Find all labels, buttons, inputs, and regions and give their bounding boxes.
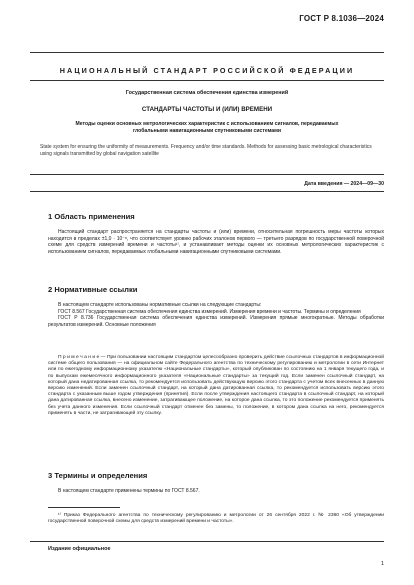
official-edition: Издание официальное: [48, 546, 111, 552]
main-title: СТАНДАРТЫ ЧАСТОТЫ И (ИЛИ) ВРЕМЕНИ: [141, 106, 273, 113]
section-3-text: В настоящем стандарте применены термины по ГОСТ 8.567.: [58, 488, 200, 494]
section-2-intro: В настоящем стандарте использованы нормативные ссылки на следующие стандарты:: [58, 302, 262, 308]
section-2-heading: 2 Нормативные ссылки: [48, 285, 138, 294]
subtitle: Методы оценки основных метрологических характеристик с использованием сигналов, передаваемых глобальными навигационными спутниковыми системами: [75, 121, 339, 134]
standard-title: НАЦИОНАЛЬНЫЙ СТАНДАРТ РОССИЙСКОЙ ФЕДЕРАЦИИ: [59, 66, 355, 75]
english-title: State system for ensuring the uniformity of measurements. Frequency and/or time standards. Methods for assessing basic metrological characteristics using signals transmitted by global navigation satellite: [40, 144, 372, 157]
section-1-heading: 1 Область применения: [48, 212, 135, 221]
section-1-text: Настоящий стандарт распространяется на стандарты частоты и (или) времени, относительная погрешность меры частоты которых находится в пределах ±1,0 · 10⁻⁸, что соответствует уровню рабочих эталонов первого — третьего разрядов по государственной поверочной схеме для средств измерений времени и частоты¹⁾, и устанавливает методы оценки их основных метрологических характеристик с использованием сигналов, передаваемых глобальными навигационными спутниковыми системами.: [48, 229, 384, 255]
section-3-heading: 3 Термины и определения: [48, 471, 148, 480]
date-of-introduction: Дата введения — 2024—09—30: [304, 181, 384, 187]
normative-reference-1: ГОСТ 8.567 Государственная система обеспечения единства измерений. Измерения времени и частоты. Термины и определения: [58, 308, 361, 315]
title-rule: [30, 174, 384, 175]
footnote: ¹⁾ Приказ Федерального агентства по техническому регулированию и метрологии от 26 сентября 2022 г. № 2360 «Об утверждении государственной поверочной схемы для средств измерений времени и частоты».: [48, 513, 384, 525]
system-title: Государственная система обеспечения единства измерений: [125, 90, 289, 96]
header-rule-bottom: [30, 80, 384, 81]
footer-rule: [30, 541, 384, 542]
header-rule-top: [30, 52, 384, 53]
section-2-note: П р и м е ч а н и е — При пользовании настоящим стандартом целесообразно проверить действие ссылочных стандартов в информационной системе общего пользования — на официальном сайте Федерального агентства по техническому регулированию и метрологии в сети Интернет или по ежегодному информационному указателю «Национальные стандарты», который опубликован по состоянию на 1 января текущего года, и по выпускам ежемесячного информационного указателя «Национальные стандарты» за текущий год. Если заменен ссылочный стандарт, на который дана недатированная ссылка, то рекомендуется использовать действующую версию этого стандарта с учетом всех внесенных в данную версию изменений. Если заменен ссылочный стандарт, на который дана датированная ссылка, то рекомендуется использовать версию этого стандарта с указанным выше годом утверждения (принятия). Если после утверждения настоящего стандарта в ссылочный стандарт, на который дана датированная ссылка, внесено изменение, затрагивающее положение, на которое дана ссылка, то это положение рекомендуется применять без учета данного изменения. Если ссылочный стандарт отменен без замены, то положение, в котором дана ссылка на него, рекомендуется применять в части, не затрагивающей эту ссылку.: [48, 355, 384, 416]
document-number: ГОСТ Р 8.1036—2024: [299, 14, 384, 23]
page-number: 1: [380, 561, 384, 567]
date-rule: [30, 191, 384, 192]
section-2-body: [48, 302, 384, 328]
footnote-rule: [48, 507, 120, 508]
normative-reference-2: ГОСТ Р 8.736 Государственная система обеспечения единства измерений. Измерения прямые многократные. Методы обработки результатов измерений. Основные положения: [48, 315, 384, 328]
